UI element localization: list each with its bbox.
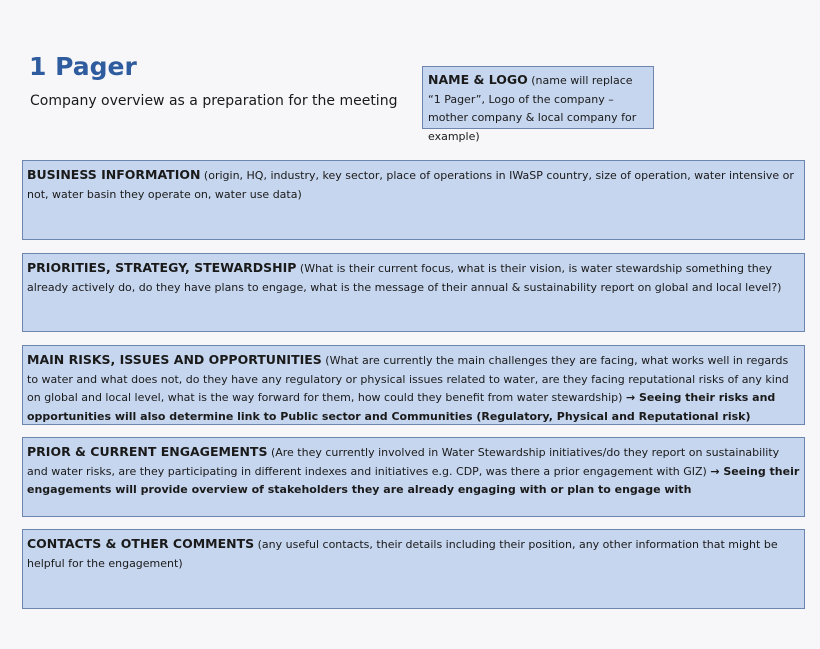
section-heading: PRIORITIES, STRATEGY, STEWARDSHIP <box>27 260 297 275</box>
section-heading: BUSINESS INFORMATION <box>27 167 201 182</box>
name-logo-heading: NAME & LOGO <box>428 72 528 87</box>
section-bold-text: → Seeing their risks and opportunities will also determine link to Public sector and Communities (Regulatory, Physical and Reputational risk) <box>27 391 776 423</box>
section-heading: MAIN RISKS, ISSUES AND OPPORTUNITIES <box>27 352 322 367</box>
section-main-risks-issues-opportunities <box>22 345 805 425</box>
section-prior-current-engagements <box>22 437 805 517</box>
section-text: (origin, HQ, industry, key sector, place of operations in IWaSP country, size of operation, water intensive or not, water basin they operate on, water use data) <box>27 169 794 201</box>
section-heading: PRIOR & CURRENT ENGAGEMENTS <box>27 444 268 459</box>
section-text: (What are currently the main challenges they are facing, what works well in regards to water and what does not, do they have any regulatory or physical issues related to water, are they facing reputational risks of any kind on global and local level, what is the way forward for them, how could they benefit from water stewardship) <box>27 354 789 404</box>
section-priorities-strategy-stewardship <box>22 253 805 332</box>
section-text: (any useful contacts, their details including their position, any other information that might be helpful for the engagement) <box>27 538 778 570</box>
section-heading: CONTACTS & OTHER COMMENTS <box>27 536 255 551</box>
section-contacts-other-comments <box>22 529 805 609</box>
page-subtitle: Company overview as a preparation for the meeting <box>30 93 398 109</box>
section-bold-text: → Seeing their engagements will provide overview of stakeholders they are already engaging with or plan to engage with <box>27 464 800 496</box>
page-title: 1 Pager <box>29 52 137 81</box>
section-text: (Are they currently involved in Water Stewardship initiatives/do they report on sustainability and water risks, are they participating in different indexes and initiatives e.g. CDP, was there a prior engagement with GIZ) <box>27 446 780 478</box>
name-logo-text: (name will replace “1 Pager”, Logo of the company – mother company & local company for example) <box>428 74 637 143</box>
section-text: (What is their current focus, what is their vision, is water stewardship something they already actively do, do they have plans to engage, what is the message of their annual & sustainability report on global and local level?) <box>27 262 782 294</box>
name-logo-box <box>422 66 654 143</box>
section-business-information <box>22 160 805 240</box>
